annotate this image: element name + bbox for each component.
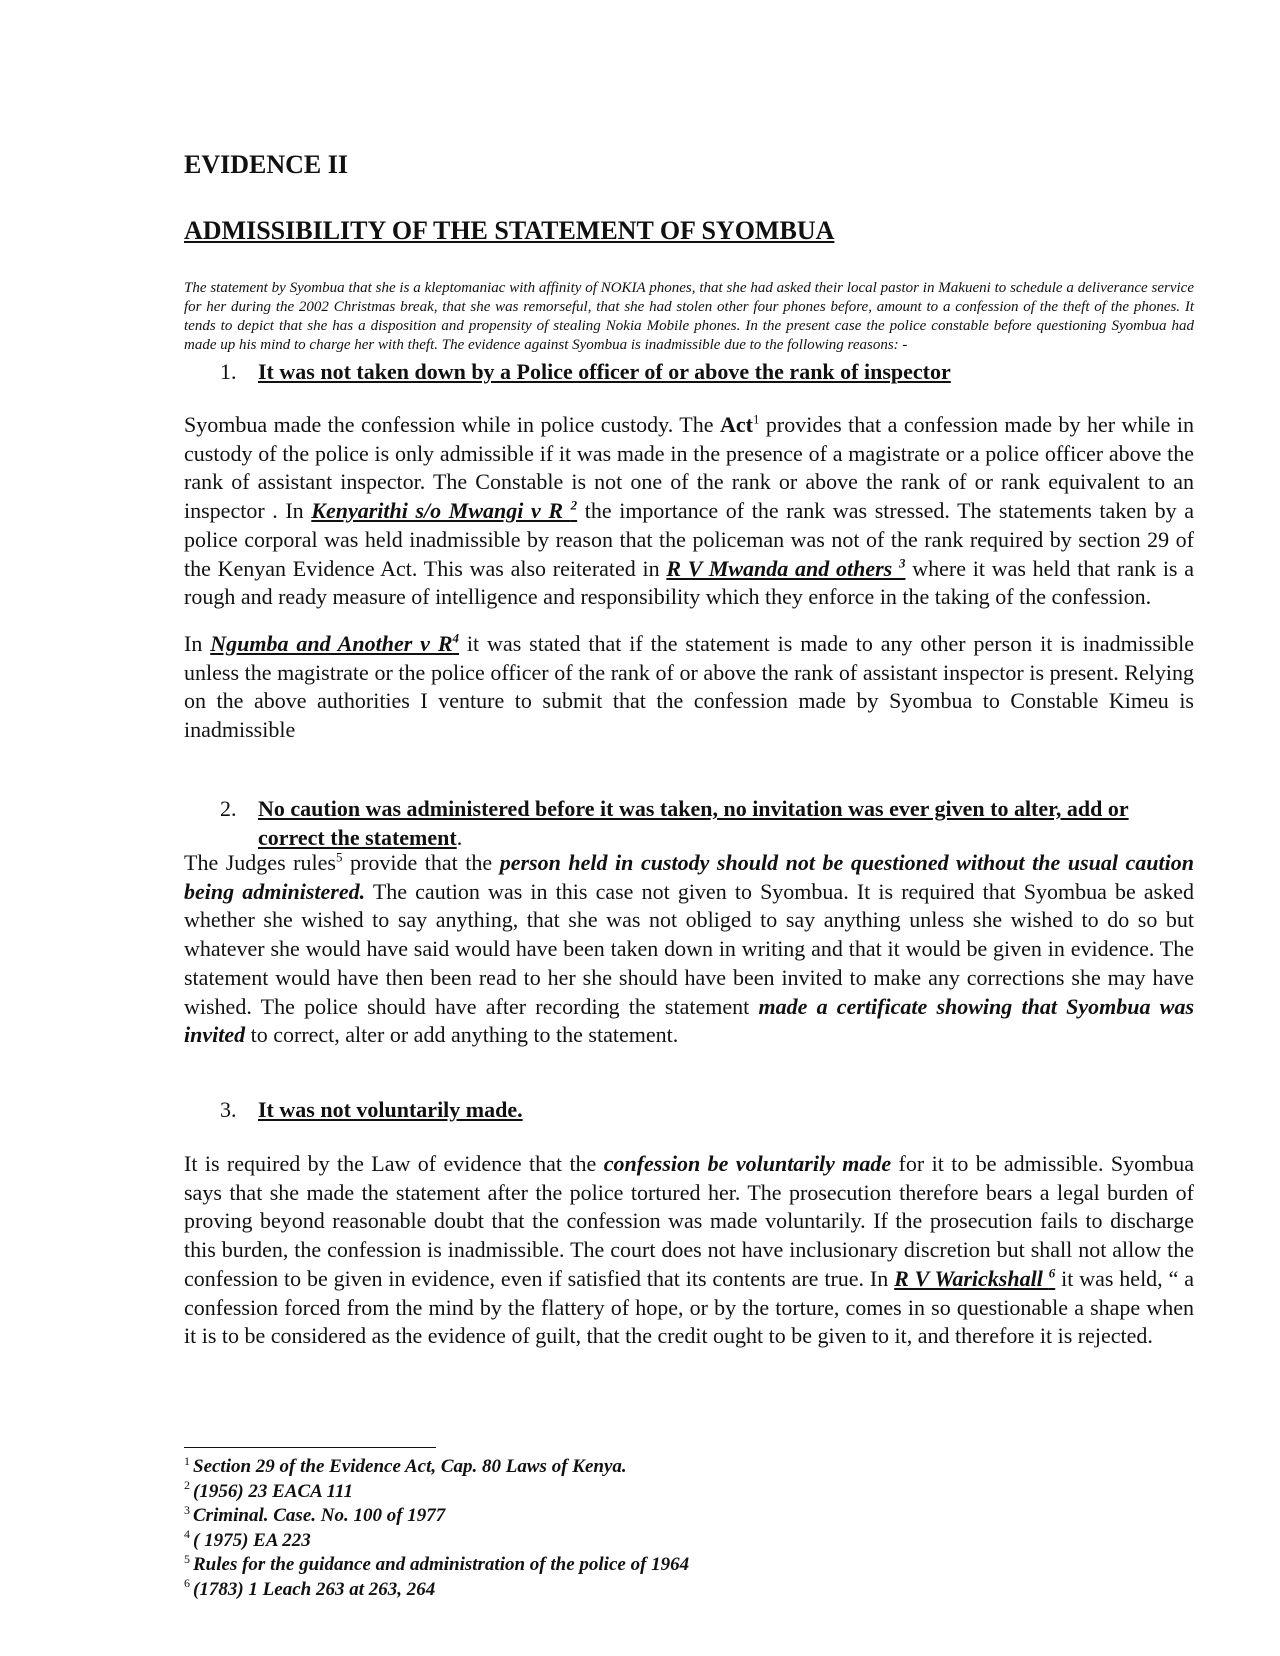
footnote-ref-4: 4 [452,630,460,646]
footnote-5: $^5$ Rules for the guidance and administration of the police of 1964 [184,1551,690,1575]
section-1-title: It was not taken down by a Police officer of or above the rank of inspector [258,359,951,384]
document-title: EVIDENCE II [184,150,348,179]
section-1-paragraph-2: In Ngumba and Another v $R^4$ it was stated that if the statement is made to any other person it is inadmissible unless the magistrate or the police officer of the rank of or above the rank of assistant inspector is present. Relying on the above authorities I venture to submit that the confession made by Syombua to Constable Kimeu is inadmissible [184,630,1194,743]
section-3-heading [220,1095,1194,1124]
footnote-6: $^6$ (1783) 1 Leach 263 at 263, 264 [184,1576,436,1600]
footnote-ref-1: 1 [752,411,760,427]
section-3-title: It was not voluntarily made. [258,1097,523,1122]
footnote-separator [184,1447,436,1448]
section-2-paragraph: The Judges rules$^5$ provide that the person held in custody should not be questioned without the usual caution being administered. The caution was in this case not given to Syombua. It is required that Syombua be asked whether she wished to say anything, that she was not obliged to say anything unless she wished to do so but whatever she would have said would have been taken down in writing and that it would be given in evidence. The statement would have then been read to her she should have been invited to make any corrections she may have wished. The police should have after recording the statement made a certificate showing that Syombua was invited to correct, alter or add anything to the statement. [184,849,1195,1048]
footnote-3: $^3$ Criminal. Case. No. 100 of 1977 [184,1502,446,1526]
section-3-number: 3. [220,1097,237,1122]
section-2-number: 2. [220,796,237,821]
footnote-ref-3: 3 [899,555,906,571]
case-citation-mwanda: R V Mwanda and others $^3$ [666,555,906,581]
section-1-heading [220,357,1194,386]
footnotes-list [184,1455,1194,1602]
footnote-4: $^4$ ( 1975) EA 223 [184,1527,311,1551]
section-1-paragraph-1: Syombua made the confession while in police custody. The Act$^1$ provides that a confession made by her while in custody of the police is only admissible if it was made in the presence of a magistrate or a police officer above the rank of assistant inspector. The Constable is not one of the rank or above the rank of or rank equivalent to an inspector . In Kenyarithi s/o Mwangi v R $^2$ the importance of the rank was stressed. The statements taken by a police corporal was held inadmissible by reason that the policeman was not of the rank required by section 29 of the Kenyan Evidence Act. This was also reiterated in R V Mwanda and others $^3$ where it was held that rank is a rough and ready measure of intelligence and responsibility which they enforce in the taking of the confession. [184,411,1195,610]
section-1-number: 1. [220,359,237,384]
section-2-heading: 2. No caution was administered before it was taken, no invitation was ever given to alter, add or correct the statement. [220,796,1129,850]
footnote-1: $^1$ Section 29 of the Evidence Act, Cap. 80 Laws of Kenya. [184,1453,627,1477]
footnote-ref-2: 2 [570,497,578,513]
case-citation-ngumba: Ngumba and Another v $R^4$ [210,630,460,656]
emphasis-certificate: made a certificate showing that Syombua was invited [184,993,1195,1048]
act-reference: Act [719,412,753,437]
footnote-2: $^2$ (1956) 23 EACA 111 [184,1478,353,1502]
emphasis-caution: person held in custody should not be questioned without the usual caution being administered. [184,850,1194,904]
footnote-ref-6: 6 [1048,1265,1056,1281]
section-2-title: No caution was administered before it was taken, no invitation was ever given to alter, add or correct the statement [258,796,1129,850]
case-citation-kenyarithi: Kenyarithi s/o Mwangi v R $^2$ [311,497,578,524]
footnote-ref-5: 5 [335,849,343,865]
case-citation-warickshall: R V Warickshall $^6$ [894,1265,1056,1291]
emphasis-voluntary: confession be voluntarily made [603,1151,892,1176]
intro-paragraph: The statement by Syombua that she is a kleptomaniac with affinity of NOKIA phones, that she had asked their local pastor in Makueni to schedule a deliverance service for her during the 2002 Christmas break, that she was remorseful, that she had stolen other four phones before, amount to a confession of the theft of the phones. It tends to depict that she has a disposition and propensity of stealing Nokia Mobile phones. In the present case the police constable before questioning Syombua had made up his mind to charge her with theft. The evidence against Syombua is inadmissible due to the following reasons: - [184,280,1194,353]
section-3-paragraph: It is required by the Law of evidence that the confession be voluntarily made for it to be admissible. Syombua says that she made the statement after the police tortured her. The prosecution therefore bears a legal burden of proving beyond reasonable doubt that the confession was made voluntarily. If the prosecution fails to discharge this burden, the confession is inadmissible. The court does not have inclusionary discretion but shall not allow the confession to be given in evidence, even if satisfied that its contents are true. In R V Warickshall $^6$ it was held, “ a confession forced from the mind by the flattery of hope, or by the torture, comes in so questionable a shape when it is to be considered as the evidence of guilt, that the credit ought to be given to it, and therefore it is rejected. [184,1151,1194,1349]
document-subtitle: ADMISSIBILITY OF THE STATEMENT OF SYOMBUA [184,216,835,245]
